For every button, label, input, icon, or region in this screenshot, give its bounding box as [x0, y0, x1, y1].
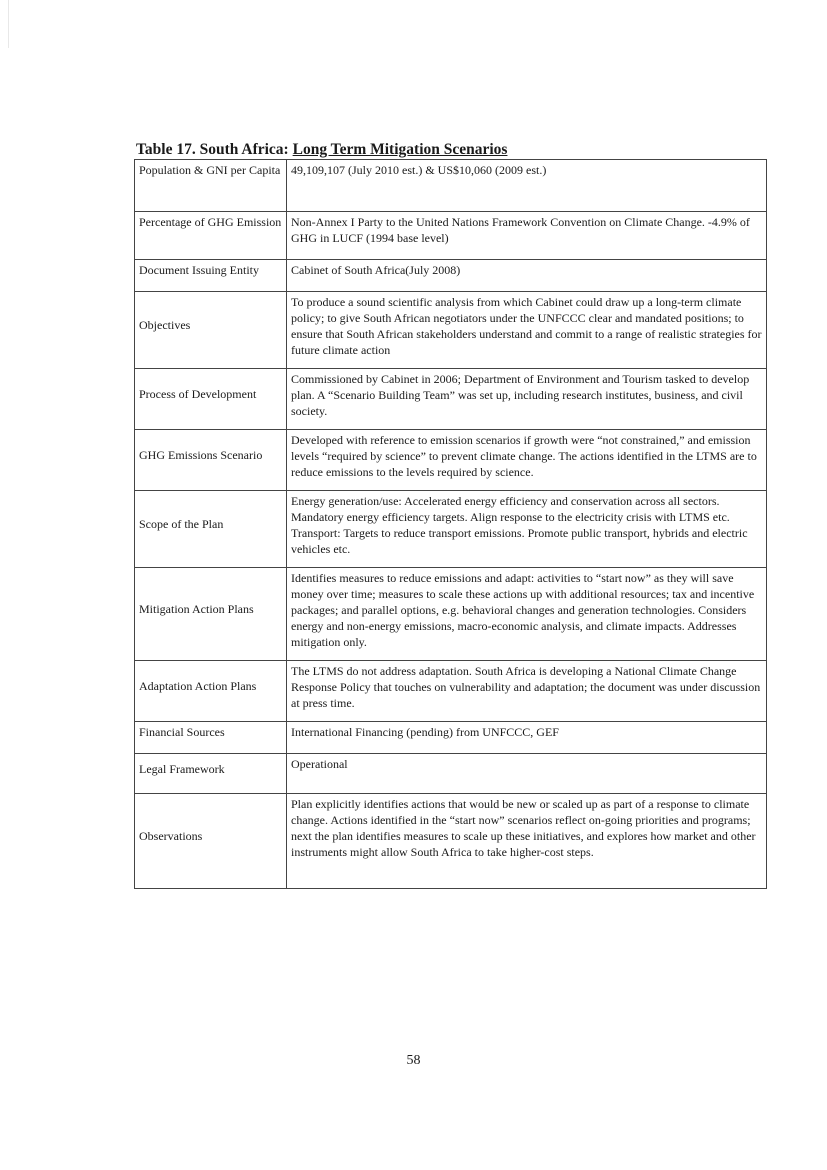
row-value-ghg-percentage: Non-Annex I Party to the United Nations Framework Convention on Climate Change. -4.9% of GHG in LUCF (1994 base level): [287, 212, 767, 260]
row-value-objectives: To produce a sound scientific analysis from which Cabinet could draw up a long-term climate policy; to give South African negotiators under the UNFCCC clear and mandated positions; to ensure that South African stakeholders understand and commit to a range of realistic strategies for future climate action: [287, 292, 767, 369]
row-label-ghg-percentage: Percentage of GHG Emission: [135, 212, 287, 260]
row-label-financial-sources: Financial Sources: [135, 722, 287, 754]
row-label-observations-text: Observations: [139, 829, 203, 843]
row-label-ghg-scenario-text: GHG Emissions Scenario: [139, 448, 263, 462]
table-row: [135, 292, 767, 369]
table-row: [135, 212, 767, 260]
table-row: [135, 568, 767, 661]
row-label-mitigation-text: Mitigation Action Plans: [139, 602, 254, 616]
row-label-scope-of-plan: [135, 491, 287, 568]
table-title-prefix: Table 17. South Africa:: [136, 141, 293, 158]
table-row: [135, 722, 767, 754]
row-label-population-gni: Population & GNI per Capita: [135, 160, 287, 212]
scan-edge-mark: [8, 0, 9, 48]
row-value-legal-framework: Operational: [287, 754, 767, 794]
row-label-adaptation-action-plans: [135, 661, 287, 722]
row-label-observations: [135, 794, 287, 889]
table-row: [135, 661, 767, 722]
table-row: [135, 794, 767, 889]
row-value-ghg-scenario: Developed with reference to emission scenarios if growth were “not constrained,” and emission levels “required by science” to prevent climate change. The actions identified in the LTMS are to reduce emissions to the levels required by science.: [287, 430, 767, 491]
row-label-ghg-scenario: [135, 430, 287, 491]
page-number: 58: [406, 1053, 421, 1068]
mitigation-scenarios-table: [134, 159, 767, 889]
row-value-process-of-development: Commissioned by Cabinet in 2006; Department of Environment and Tourism tasked to develop plan. A “Scenario Building Team” was set up, including research institutes, business, and civil society.: [287, 369, 767, 430]
table-row: [135, 491, 767, 568]
row-value-adaptation-action-plans: The LTMS do not address adaptation. South Africa is developing a National Climate Change Response Policy that touches on vulnerability and adaptation; the document was under discussion at press time.: [287, 661, 767, 722]
row-label-legal-text: Legal Framework: [139, 761, 225, 776]
table-title: [136, 141, 507, 159]
row-label-objectives: [135, 292, 287, 369]
row-value-financial-sources: International Financing (pending) from UNFCCC, GEF: [287, 722, 767, 754]
row-label-issuing-entity: Document Issuing Entity: [135, 260, 287, 292]
table-row: [135, 160, 767, 212]
row-label-objectives-text: Objectives: [139, 318, 191, 332]
table-title-underlined: Long Term Mitigation Scenarios: [292, 141, 508, 158]
row-value-population-gni: 49,109,107 (July 2010 est.) & US$10,060 (2009 est.): [287, 160, 767, 212]
table-row: [135, 754, 767, 794]
row-label-process-of-development: [135, 369, 287, 430]
row-value-mitigation-action-plans: Identifies measures to reduce emissions and adapt: activities to “start now” as they will save money over time; measures to scale these actions up with additional resources; tax and incentive packages; and parallel options, e.g. behavioral changes and generation technologies. Considers energy and non-energy emissions, macro-economic analysis, and climate impacts. Addresses mitigation only.: [287, 568, 767, 661]
table-row: [135, 430, 767, 491]
table-row: [135, 369, 767, 430]
row-label-mitigation-action-plans: [135, 568, 287, 661]
table-row: [135, 260, 767, 292]
row-label-adaptation-text: Adaptation Action Plans: [139, 679, 257, 693]
row-value-observations: Plan explicitly identifies actions that would be new or scaled up as part of a response to climate change. Actions identified in the “start now” scenarios reflect on-going priorities and programs; next the plan identifies measures to scale up these initiatives, and explores how market and other instruments might allow South Africa to take higher-cost steps.: [287, 794, 767, 889]
row-value-scope-of-plan: Energy generation/use: Accelerated energy efficiency and conservation across all sectors. Mandatory energy efficiency targets. Align response to the electricity crisis with LTMS etc. Transport: Targets to reduce transport emissions. Promote public transport, hybrids and electric vehicles etc.: [287, 491, 767, 568]
row-label-legal-framework: [135, 754, 287, 794]
row-label-process-text: Process of Development: [139, 387, 257, 401]
row-label-scope-text: Scope of the Plan: [139, 517, 224, 531]
row-value-issuing-entity: Cabinet of South Africa(July 2008): [287, 260, 767, 292]
